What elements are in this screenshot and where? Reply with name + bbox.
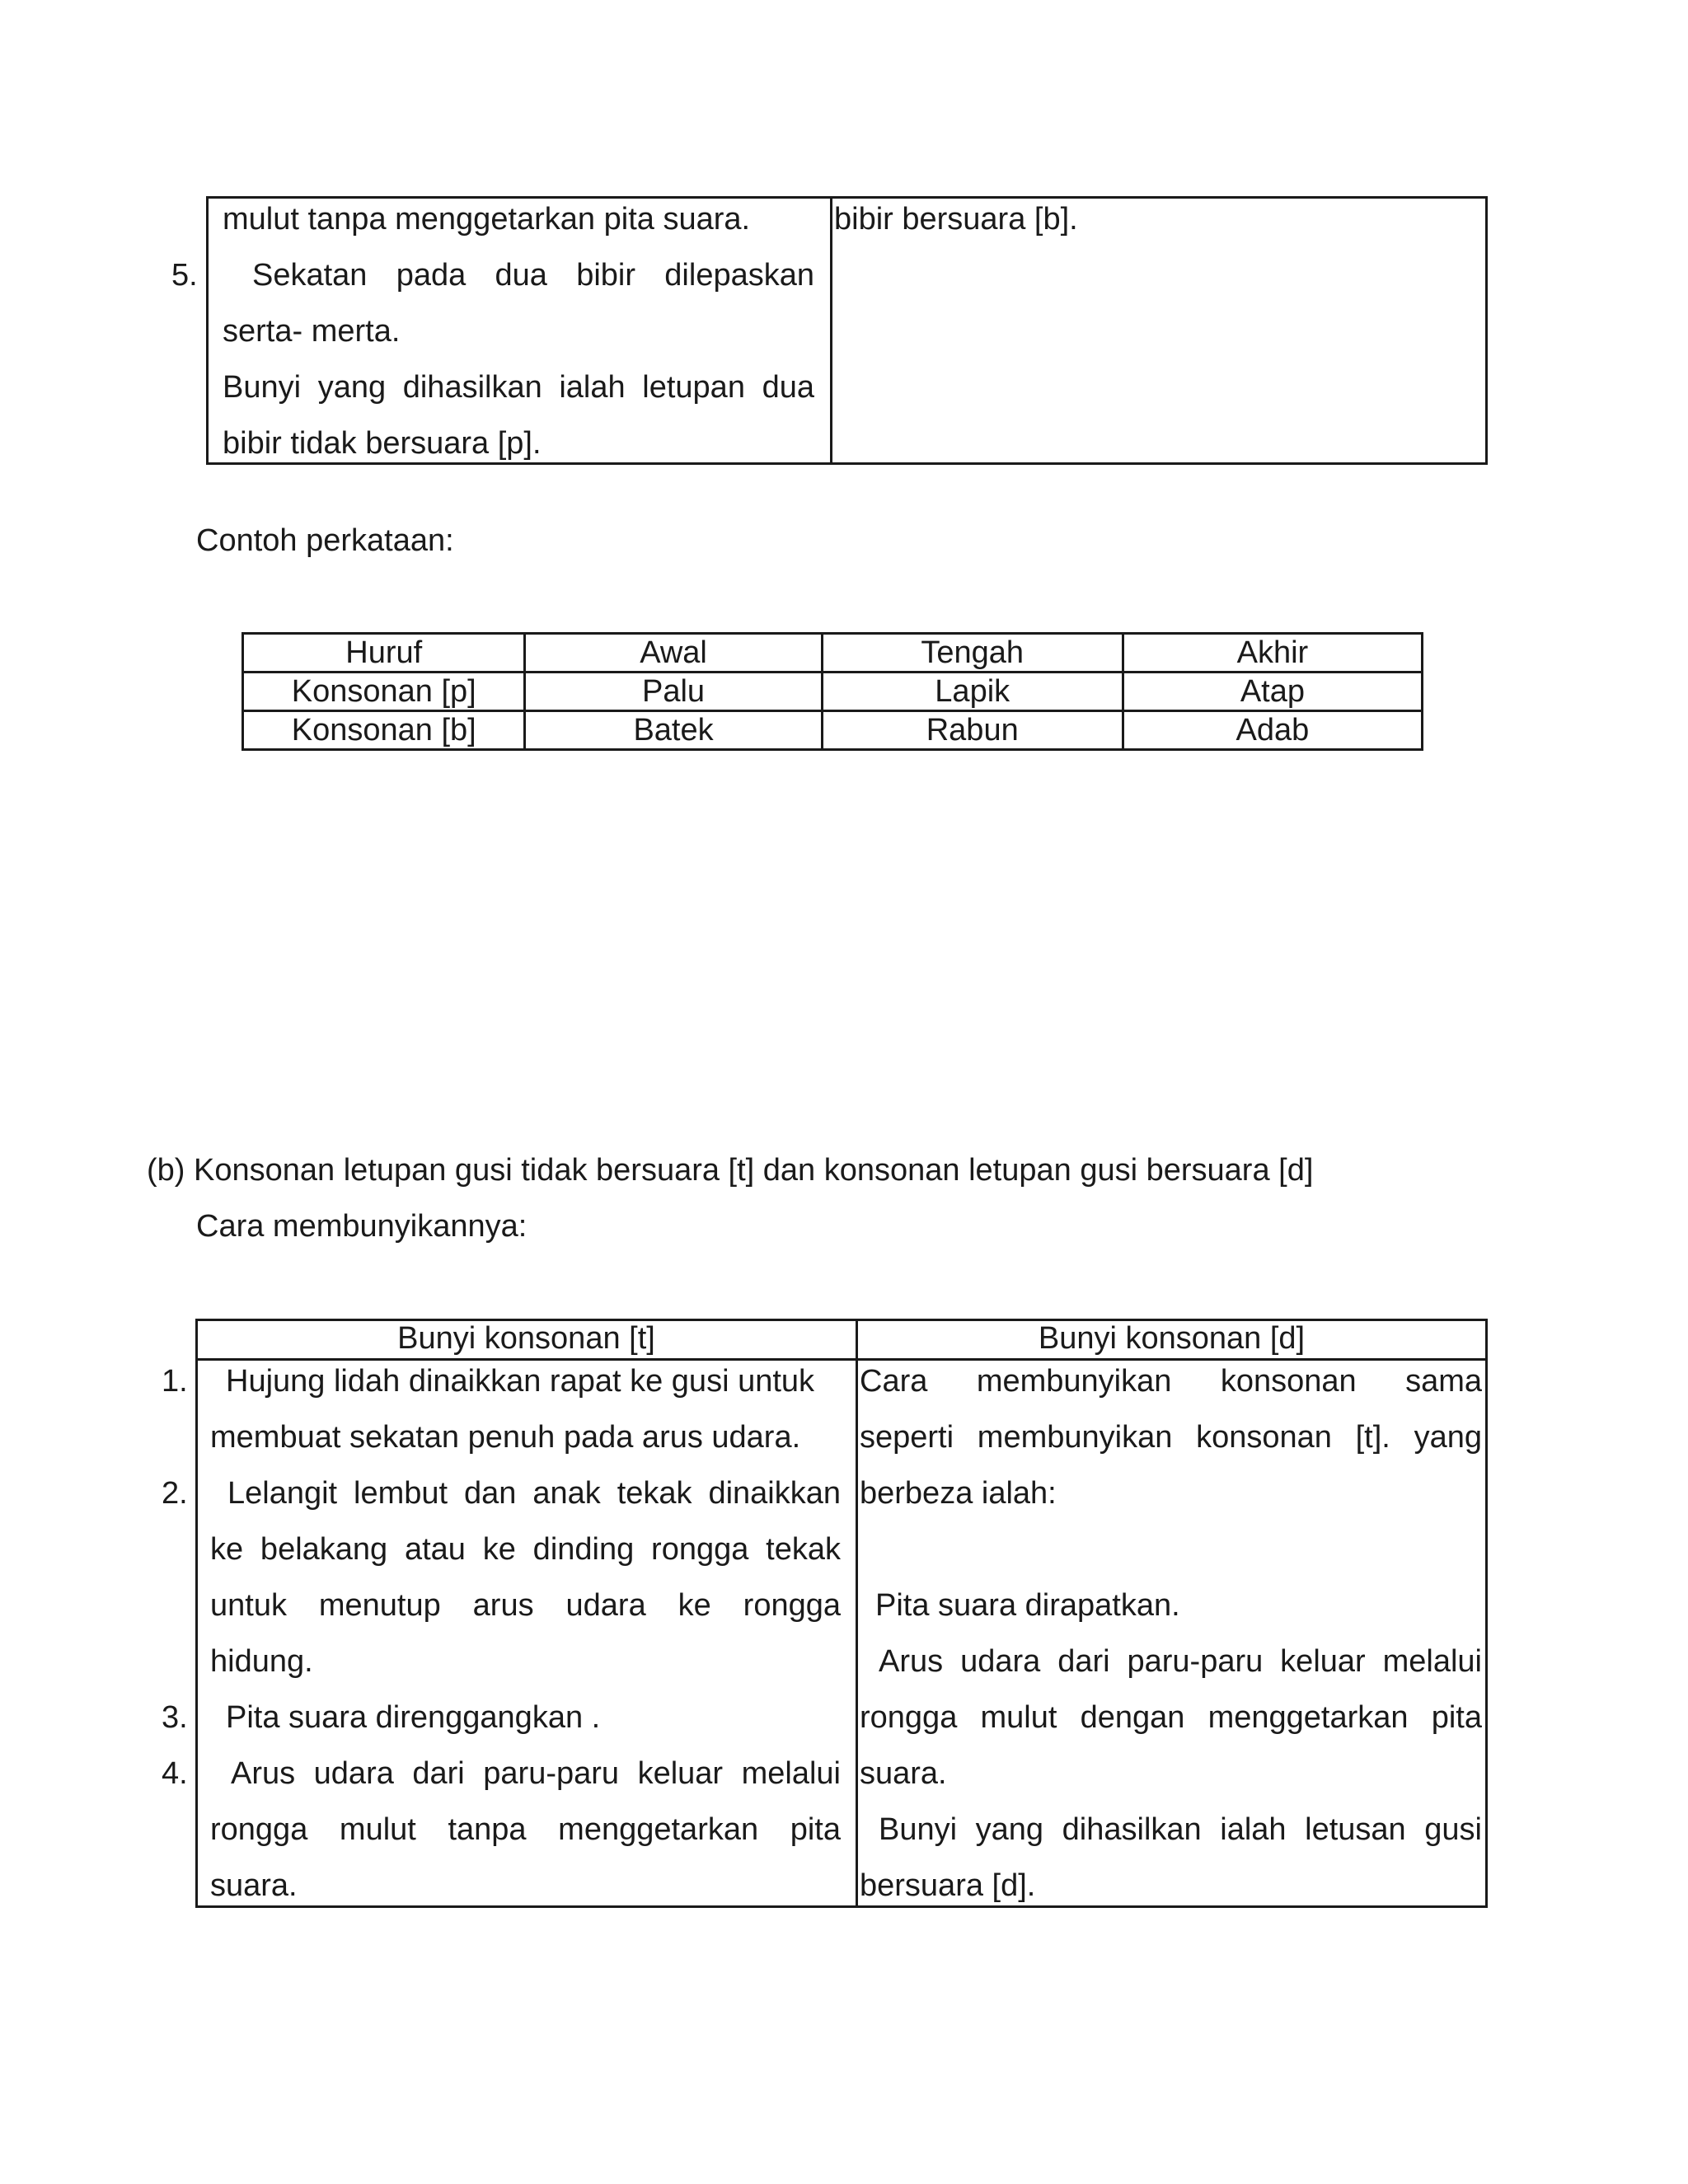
cell-tengah: Lapik	[822, 673, 1123, 711]
cell-huruf: Konsonan [p]	[243, 673, 525, 711]
table2-left-line-2: membuat sekatan penuh pada arus udara.	[210, 1420, 801, 1455]
cell-awal: Batek	[525, 711, 822, 750]
cell-akhir: Atap	[1123, 673, 1422, 711]
header-akhir: Akhir	[1123, 634, 1422, 673]
table2-right-line-3: berbeza ialah:	[860, 1476, 1057, 1511]
cell-huruf: Konsonan [b]	[243, 711, 525, 750]
table2-right-line-5: Pita suara dirapatkan.	[875, 1588, 1180, 1623]
table2-left-line-1: Hujung lidah dinaikkan rapat ke gusi untuk	[226, 1364, 815, 1399]
table2-left-line-6: hidung.	[210, 1644, 313, 1679]
table2-right-line-7: rongga mulut dengan menggetarkan pita	[860, 1700, 1482, 1735]
table1-left-line-3: serta- merta.	[223, 314, 401, 349]
table2-number-1: 1.	[162, 1364, 188, 1399]
table1-left-line-5: bibir tidak bersuara [p].	[223, 426, 542, 461]
table2-header-right: Bunyi konsonan [d]	[1038, 1321, 1306, 1356]
section-b-cara: Cara membunyikannya:	[196, 1209, 528, 1244]
table2-number-2: 2.	[162, 1476, 188, 1511]
table1-divider	[830, 196, 832, 465]
cell-tengah: Rabun	[822, 711, 1123, 750]
cell-awal: Palu	[525, 673, 822, 711]
table2-left-line-10: suara.	[210, 1868, 298, 1903]
table1-left-line-2: Sekatan pada dua bibir dilepaskan	[252, 258, 814, 293]
table2-left-line-4: ke belakang atau ke dinding rongga tekak	[210, 1532, 841, 1567]
header-awal: Awal	[525, 634, 822, 673]
table-row	[243, 673, 1423, 711]
table2-right-line-6: Arus udara dari paru-paru keluar melalui	[879, 1644, 1482, 1679]
table2-right-line-1: Cara membunyikan konsonan sama	[860, 1364, 1482, 1399]
section-b-heading: (b) Konsonan letupan gusi tidak bersuara [t] dan konsonan letupan gusi bersuara [d]	[147, 1153, 1314, 1188]
table2-number-3: 3.	[162, 1700, 188, 1735]
table2-right-line-8: suara.	[860, 1756, 947, 1791]
table2-left-line-3: Lelangit lembut dan anak tekak dinaikkan	[227, 1476, 841, 1511]
contoh-label: Contoh perkataan:	[196, 523, 454, 558]
table2-left-line-9: rongga mulut tanpa menggetarkan pita	[210, 1812, 841, 1847]
table1-number: 5.	[171, 258, 198, 293]
table1-left-line-1: mulut tanpa menggetarkan pita suara.	[223, 202, 751, 237]
words-table	[241, 632, 1423, 751]
words-table-header	[243, 634, 1423, 673]
header-huruf: Huruf	[243, 634, 525, 673]
table2-left-line-7: Pita suara direnggangkan .	[226, 1700, 601, 1735]
cell-akhir: Adab	[1123, 711, 1422, 750]
table2-header-left: Bunyi konsonan [t]	[397, 1321, 655, 1356]
table2-left-line-8: Arus udara dari paru-paru keluar melalui	[231, 1756, 841, 1791]
table2-right-line-2: seperti membunyikan konsonan [t]. yang	[860, 1420, 1482, 1455]
table2-right-line-10: bersuara [d].	[860, 1868, 1036, 1903]
table-row	[243, 711, 1423, 750]
table2-left-line-5: untuk menutup arus udara ke rongga	[210, 1588, 841, 1623]
header-tengah: Tengah	[822, 634, 1123, 673]
table2-right-line-9: Bunyi yang dihasilkan ialah letusan gusi	[879, 1812, 1482, 1847]
table1-right-text: bibir bersuara [b].	[834, 202, 1078, 237]
table2-number-4: 4.	[162, 1756, 188, 1791]
table1-left-line-4: Bunyi yang dihasilkan ialah letupan dua	[223, 370, 814, 405]
table2-divider	[856, 1319, 858, 1908]
